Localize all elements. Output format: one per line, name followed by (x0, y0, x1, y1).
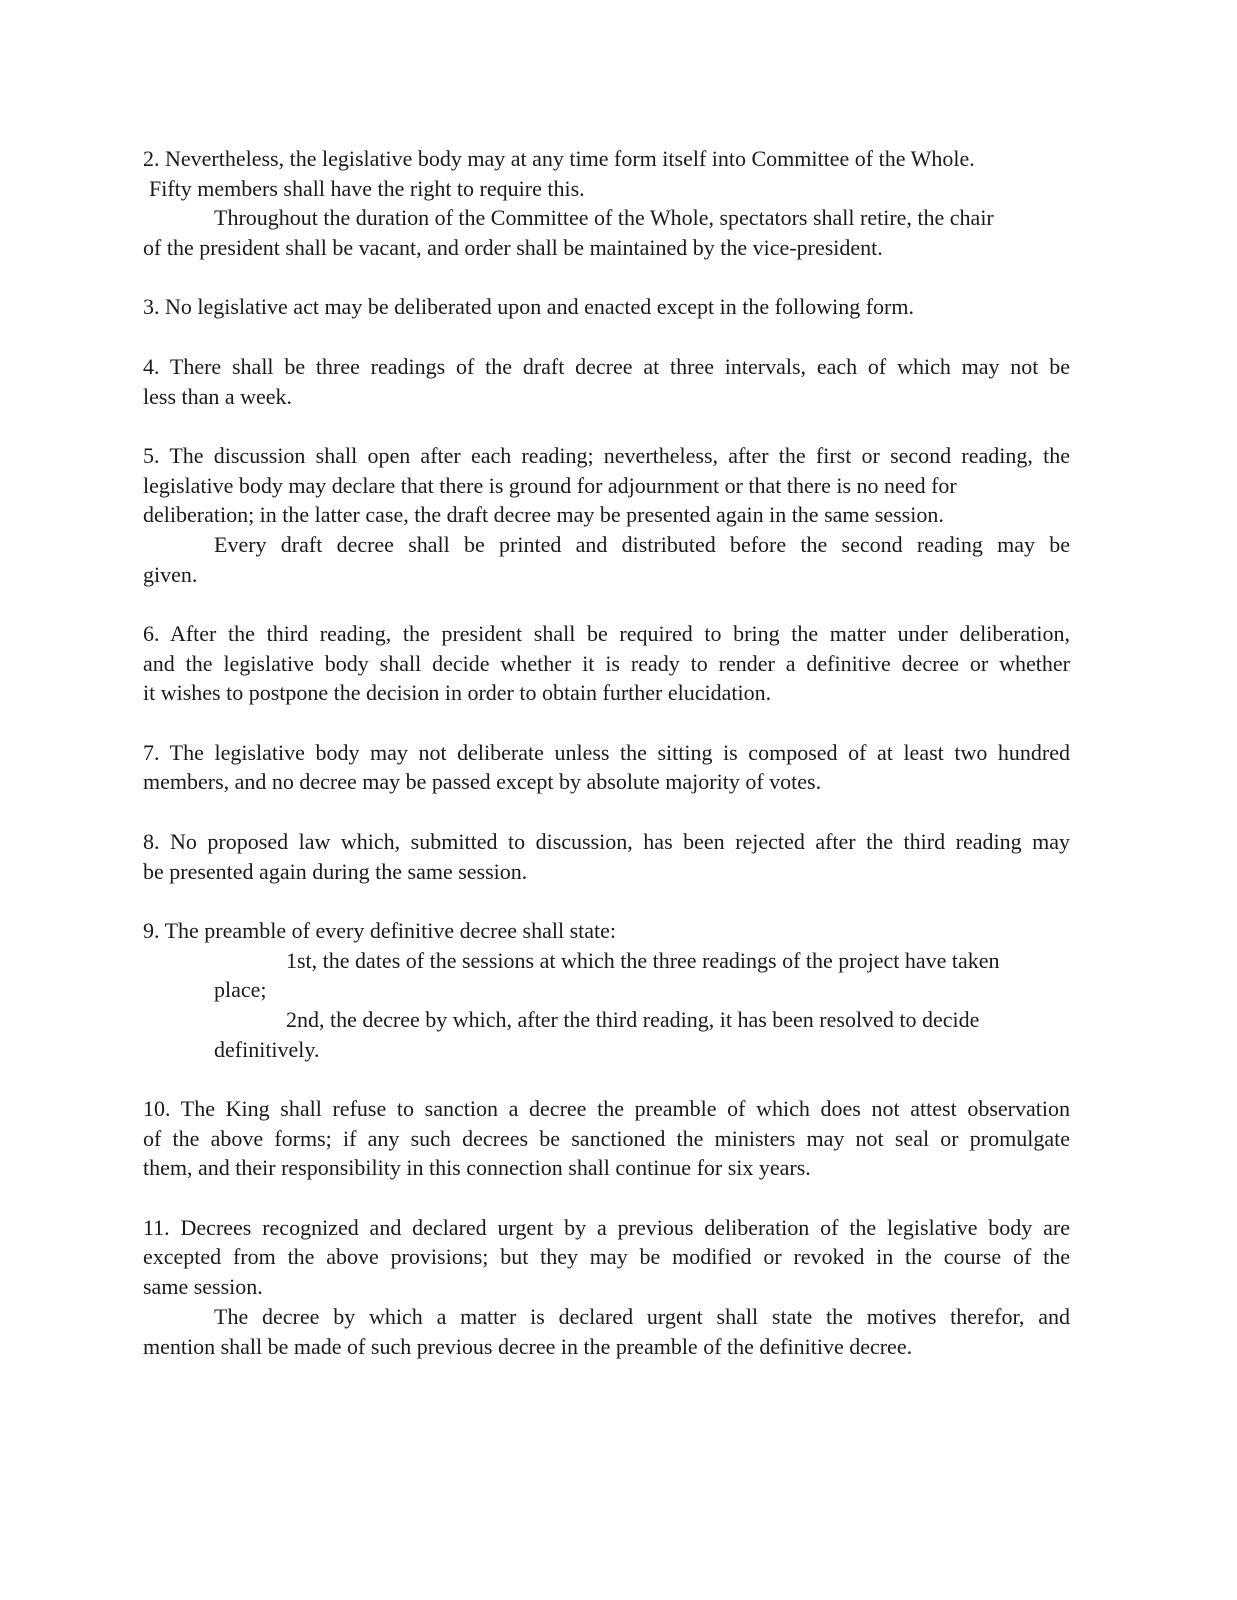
text-line: 6. After the third reading, the president shall be required to bring the matter under deliberation, (143, 621, 1070, 646)
text-line: 7. The legislative body may not deliberate unless the sitting is composed of at least two hundred (143, 739, 1070, 765)
text-line: be presented again during the same session. (143, 858, 528, 884)
text-line: Fifty members shall have the right to require this. (149, 175, 585, 201)
text-line: given. (143, 561, 198, 587)
text-line: 9. The preamble of every definitive decree shall state: (143, 917, 616, 943)
text-line: Throughout the duration of the Committee of the Whole, spectators shall retire, the chair (214, 205, 994, 231)
text-line: 2nd, the decree by which, after the third reading, it has been resolved to decide (286, 1006, 980, 1032)
text-line: members, and no decree may be passed except by absolute majority of votes. (143, 769, 822, 795)
text-line: excepted from the above provisions; but they may be modified or revoked in the course of the (143, 1244, 1070, 1270)
text-line: of the above forms; if any such decrees be sanctioned the ministers may not seal or promulgate (143, 1125, 1070, 1151)
article-11 (143, 1213, 1070, 1361)
text-line: them, and their responsibility in this connection shall continue for six years. (143, 1155, 811, 1181)
text-line: 1st, the dates of the sessions at which the three readings of the project have taken (286, 947, 1000, 973)
text-line: The decree by which a matter is declared urgent shall state the motives therefor, and (214, 1303, 1070, 1329)
article-10 (143, 1094, 1070, 1183)
article-6 (143, 619, 1070, 708)
text-line: 8. No proposed law which, submitted to discussion, has been rejected after the third reading may (143, 828, 1070, 854)
text-line: 4. There shall be three readings of the draft decree at three intervals, each of which may not be (143, 353, 1070, 379)
text-line: place; (214, 977, 267, 1003)
text-line: Every draft decree shall be printed and distributed before the second reading may be (214, 531, 1070, 557)
text-line: definitively. (214, 1036, 320, 1062)
text-line: 2. Nevertheless, the legislative body may at any time form itself into Committee of the Whole. (143, 146, 975, 171)
text-line: deliberation; in the latter case, the draft decree may be presented again in the same session. (143, 502, 944, 528)
document-page (143, 144, 1070, 1361)
text-line: same session. (143, 1274, 263, 1300)
text-line: mention shall be made of such previous decree in the preamble of the definitive decree. (143, 1333, 913, 1359)
text-line: legislative body may declare that there is ground for adjournment or that there is no need for (143, 472, 957, 498)
text-line: 11. Decrees recognized and declared urgent by a previous deliberation of the legislative body are (143, 1214, 1070, 1240)
text-line: 5. The discussion shall open after each reading; nevertheless, after the first or second reading, the (143, 442, 1070, 468)
text-line: of the president shall be vacant, and order shall be maintained by the vice-president. (143, 235, 883, 261)
article-3 (143, 292, 1070, 322)
article-9 (143, 916, 1070, 1064)
article-5 (143, 441, 1070, 589)
text-line: less than a week. (143, 383, 293, 409)
text-line: and the legislative body shall decide whether it is ready to render a definitive decree or whether (143, 650, 1070, 676)
article-2 (143, 144, 1070, 263)
article-7 (143, 738, 1070, 797)
article-8 (143, 827, 1070, 886)
article-4 (143, 352, 1070, 411)
text-line: it wishes to postpone the decision in order to obtain further elucidation. (143, 680, 772, 706)
text-line: 3. No legislative act may be deliberated upon and enacted except in the following form. (143, 294, 914, 320)
text-line: 10. The King shall refuse to sanction a decree the preamble of which does not attest observation (143, 1096, 1070, 1121)
